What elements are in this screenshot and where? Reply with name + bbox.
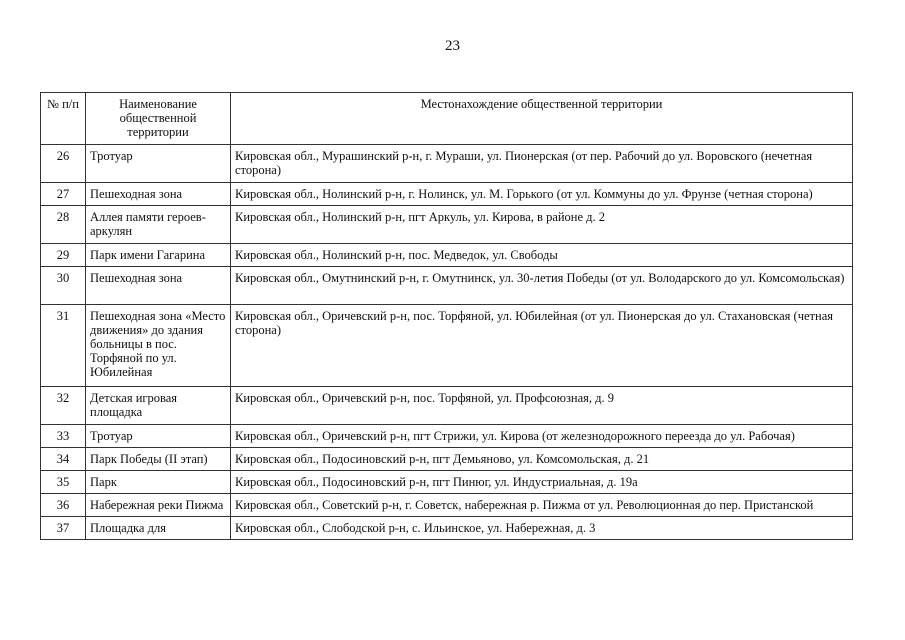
public-territories-table	[40, 92, 853, 540]
row-number: 29	[41, 244, 86, 267]
table-row	[41, 305, 853, 387]
table-row	[41, 183, 853, 206]
territory-name: Детская игровая площадка	[86, 387, 231, 425]
row-number: 32	[41, 387, 86, 425]
territory-name: Набережная реки Пижма	[86, 494, 231, 517]
territory-location: Кировская обл., Нолинский р-н, пос. Медведок, ул. Свободы	[231, 244, 853, 267]
territory-location: Кировская обл., Советский р-н, г. Советск, набережная р. Пижма от ул. Революционная до пер. Пристанской	[231, 494, 853, 517]
header-territory-name: Наименование общественной территории	[86, 93, 231, 145]
territory-name: Тротуар	[86, 425, 231, 448]
header-number: № п/п	[41, 93, 86, 145]
header-territory-location: Местонахождение общественной территории	[231, 93, 853, 145]
territory-location: Кировская обл., Оричевский р-н, пгт Стрижи, ул. Кирова (от железнодорожного переезда до ул. Рабочая)	[231, 425, 853, 448]
territory-location: Кировская обл., Нолинский р-н, пгт Аркуль, ул. Кирова, в районе д. 2	[231, 206, 853, 244]
territory-name: Аллея памяти героев-аркулян	[86, 206, 231, 244]
table-row	[41, 425, 853, 448]
territory-name: Парк имени Гагарина	[86, 244, 231, 267]
table-row	[41, 206, 853, 244]
territory-location: Кировская обл., Оричевский р-н, пос. Торфяной, ул. Юбилейная (от ул. Пионерская до ул. Стахановская (четная сторона)	[231, 305, 853, 387]
territory-location: Кировская обл., Нолинский р-н, г. Нолинск, ул. М. Горького (от ул. Коммуны до ул. Фрунзе (четная сторона)	[231, 183, 853, 206]
territory-location: Кировская обл., Подосиновский р-н, пгт Пинюг, ул. Индустриальная, д. 19а	[231, 471, 853, 494]
row-number: 28	[41, 206, 86, 244]
table-row	[41, 244, 853, 267]
table-row	[41, 145, 853, 183]
row-number: 30	[41, 267, 86, 305]
territory-location: Кировская обл., Слободской р-н, с. Ильинское, ул. Набережная, д. 3	[231, 517, 853, 540]
table-row	[41, 517, 853, 540]
territory-name: Пешеходная зона	[86, 267, 231, 305]
row-number: 35	[41, 471, 86, 494]
row-number: 34	[41, 448, 86, 471]
row-number: 26	[41, 145, 86, 183]
row-number: 36	[41, 494, 86, 517]
territory-name: Парк	[86, 471, 231, 494]
territory-location: Кировская обл., Мурашинский р-н, г. Мураши, ул. Пионерская (от пер. Рабочий до ул. Воровского (нечетная сторона)	[231, 145, 853, 183]
row-number: 27	[41, 183, 86, 206]
table-row	[41, 387, 853, 425]
territory-name: Тротуар	[86, 145, 231, 183]
page-number: 23	[445, 38, 460, 54]
table-header-row	[41, 93, 853, 145]
territory-name: Площадка для	[86, 517, 231, 540]
row-number: 31	[41, 305, 86, 387]
table-row	[41, 267, 853, 305]
territory-name: Пешеходная зона «Место движения» до здания больницы в пос. Торфяной по ул. Юбилейная	[86, 305, 231, 387]
row-number: 33	[41, 425, 86, 448]
territory-location: Кировская обл., Омутнинский р-н, г. Омутнинск, ул. 30-летия Победы (от ул. Володарского до ул. Комсомольская)	[231, 267, 853, 305]
territory-name: Пешеходная зона	[86, 183, 231, 206]
territory-location: Кировская обл., Оричевский р-н, пос. Торфяной, ул. Профсоюзная, д. 9	[231, 387, 853, 425]
table-row	[41, 494, 853, 517]
table-row	[41, 471, 853, 494]
territory-name: Парк Победы (II этап)	[86, 448, 231, 471]
row-number: 37	[41, 517, 86, 540]
table-row	[41, 448, 853, 471]
territory-location: Кировская обл., Подосиновский р-н, пгт Демьяново, ул. Комсомольская, д. 21	[231, 448, 853, 471]
